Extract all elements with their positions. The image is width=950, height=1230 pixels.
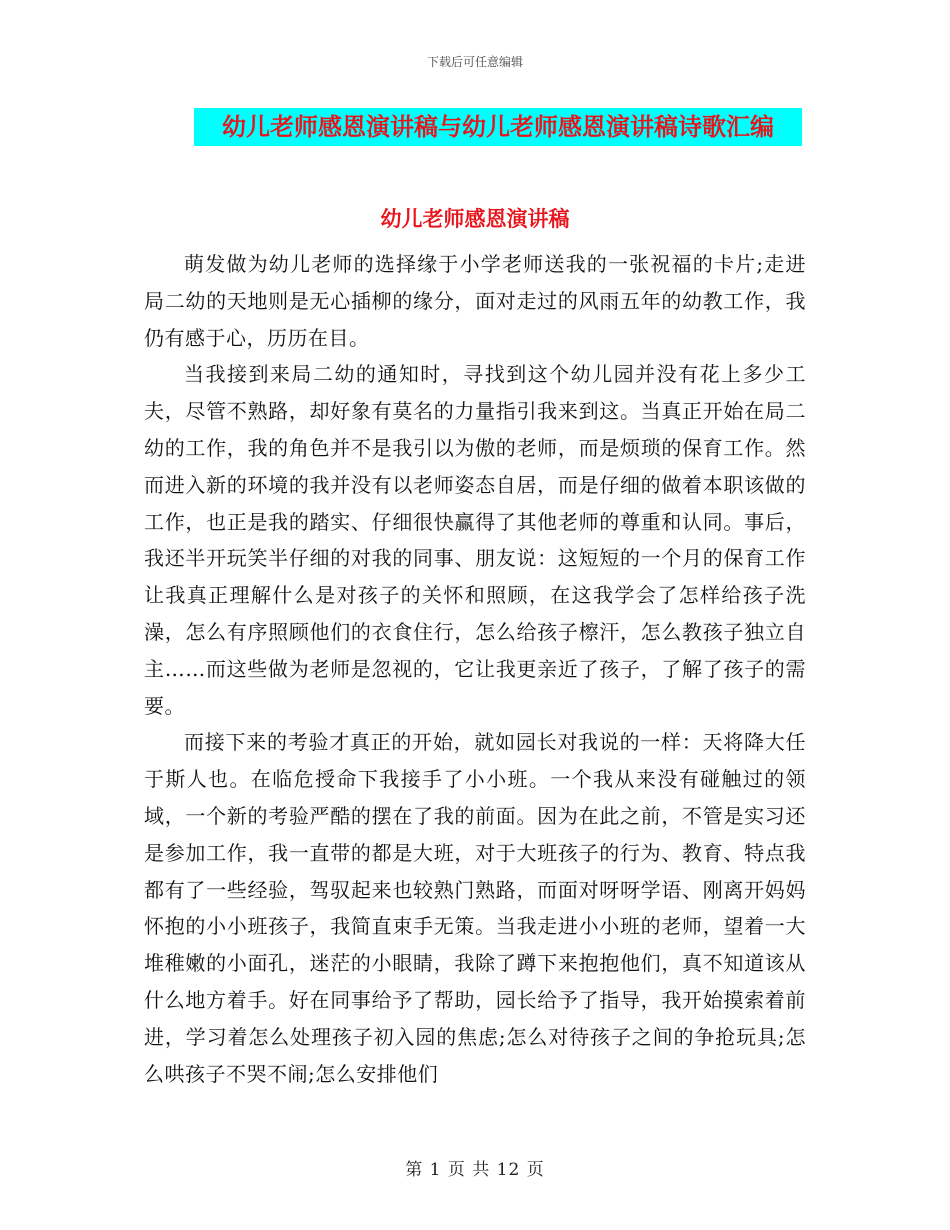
body-text — [144, 246, 806, 1092]
main-title-highlight — [194, 108, 802, 146]
main-title: 幼儿老师感恩演讲稿与幼儿老师感恩演讲稿诗歌汇编 — [222, 113, 774, 141]
section-title: 幼儿老师感恩演讲稿 — [380, 207, 570, 231]
paragraph-3: 而接下来的考验才真正的开始，就如园长对我说的一样：天将降大任于斯人也。在临危授命下我接手了小小班。一个我从来没有碰触过的领域，一个新的考验严酷的摆在了我的前面。因为在此之前，不管是实习还是参加工作，我一直带的都是大班，对于大班孩子的行为、教育、特点我都有了一些经验，驾驭起来也较熟门熟路，而面对呀呀学语、刚离开妈妈怀抱的小小班孩子，我简直束手无策。当我走进小小班的老师，望着一大堆稚嫩的小面孔，迷茫的小眼睛，我除了蹲下来抱抱他们，真不知道该从什么地方着手。好在同事给予了帮助，园长给予了指导，我开始摸索着前进，学习着怎么处理孩子初入园的焦虑;怎么对待孩子之间的争抢玩具;怎么哄孩子不哭不闹;怎么安排他们 — [144, 730, 806, 1086]
paragraph-2: 当我接到来局二幼的通知时，寻找到这个幼儿园并没有花上多少工夫，尽管不熟路，却好象有莫名的力量指引我来到这。当真正开始在局二幼的工作，我的角色并不是我引以为傲的老师，而是烦琐的保育工作。然而进入新的环境的我并没有以老师姿态自居，而是仔细的做着本职该做的工作，也正是我的踏实、仔细很快赢得了其他老师的尊重和认同。事后，我还半开玩笑半仔细的对我的同事、朋友说：这短短的一个月的保育工作让我真正理解什么是对孩子的关怀和照顾，在这我学会了怎样给孩子洗澡，怎么有序照顾他们的衣食住行，怎么给孩子檫汗，怎么教孩子独立自主……而这些做为老师是忽视的，它让我更亲近了孩子，了解了孩子的需要。 — [144, 362, 806, 718]
page-number: 第 1 页 共 12 页 — [405, 1160, 545, 1180]
paragraph-1: 萌发做为幼儿老师的选择缘于小学老师送我的一张祝福的卡片;走进局二幼的天地则是无心插柳的缘分，面对走过的风雨五年的幼教工作，我仍有感于心，历历在目。 — [144, 252, 806, 350]
header-note: 下载后可任意编辑 — [426, 55, 523, 69]
